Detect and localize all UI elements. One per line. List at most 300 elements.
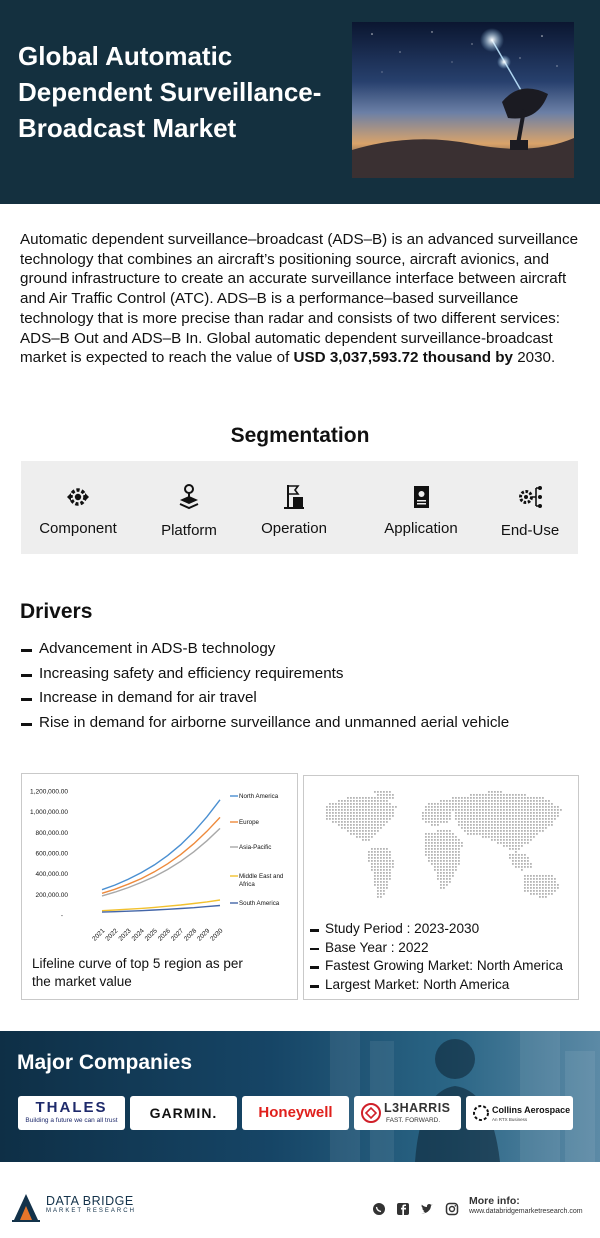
map-dot [542,806,544,808]
map-dot [329,803,331,805]
map-dot [491,824,493,826]
map-dot [440,818,442,820]
map-dot [440,860,442,862]
segment-operation [239,461,349,554]
map-dot [386,884,388,886]
map-dot [536,833,538,835]
map-dot [521,860,523,862]
map-dot [485,794,487,796]
map-dot [554,806,556,808]
map-dot [548,806,550,808]
more-info-label: More info: [469,1195,520,1207]
map-dot [434,806,436,808]
map-dot [500,812,502,814]
map-dot [350,800,352,802]
map-dot [530,797,532,799]
map-dot [446,806,448,808]
map-dot [500,806,502,808]
map-dot [341,824,343,826]
map-dot [446,866,448,868]
map-dot [548,893,550,895]
map-dot [497,833,499,835]
footer [0,1162,600,1238]
map-dot [497,821,499,823]
map-dot [380,809,382,811]
map-dot [512,809,514,811]
map-dot [515,809,517,811]
map-dot [503,824,505,826]
x-tick-label: 2023 [117,927,133,943]
map-dot [455,842,457,844]
map-dot [383,890,385,892]
map-dot [449,860,451,862]
map-dot [488,800,490,802]
map-dot [452,797,454,799]
map-dot [545,806,547,808]
map-dot [530,893,532,895]
map-dot [554,890,556,892]
map-dot [440,812,442,814]
map-dot [539,890,541,892]
map-dot [458,800,460,802]
map-dot [524,806,526,808]
map-dot [365,839,367,841]
map-dot [422,812,424,814]
map-dot [332,812,334,814]
map-dot [461,812,463,814]
map-dot [545,803,547,805]
map-dot [347,821,349,823]
map-dot [509,803,511,805]
map-dot [392,815,394,817]
map-dot [494,827,496,829]
map-dot [443,809,445,811]
map-dot [440,806,442,808]
map-dot [548,881,550,883]
map-dot [536,893,538,895]
map-dot [527,824,529,826]
map-dot [467,815,469,817]
map-dot [551,821,553,823]
map-dot [440,800,442,802]
l3harris-mark-icon [360,1102,382,1124]
map-dot [482,833,484,835]
map-dot [473,803,475,805]
map-dot [356,815,358,817]
map-dot [497,806,499,808]
map-dot [464,827,466,829]
map-dot [386,866,388,868]
map-dot [512,839,514,841]
map-dot [494,824,496,826]
legend-label: Europe [239,819,259,826]
map-dot [473,806,475,808]
map-dot [503,818,505,820]
map-dot [527,812,529,814]
map-dot [530,881,532,883]
map-dot [530,887,532,889]
map-dot [347,818,349,820]
map-dot [350,821,352,823]
map-dot [500,809,502,811]
dash-bullet-icon [21,649,32,652]
map-dot [365,830,367,832]
map-dot [440,836,442,838]
map-dot [377,794,379,796]
map-dot [359,830,361,832]
map-dot [530,878,532,880]
map-dot [554,887,556,889]
map-dot [488,821,490,823]
map-dot [389,803,391,805]
map-dot [440,875,442,877]
map-dot [389,818,391,820]
map-dot [524,866,526,868]
map-dot [524,854,526,856]
map-dot [335,812,337,814]
map-dot [443,821,445,823]
map-dot [437,872,439,874]
map-dot [362,830,364,832]
map-dot [383,800,385,802]
map-dot [365,809,367,811]
map-dot [539,797,541,799]
map-dot [374,857,376,859]
map-dot [335,803,337,805]
map-dot [386,881,388,883]
map-dot [455,803,457,805]
map-dot [368,812,370,814]
map-dot [536,812,538,814]
map-dot [377,791,379,793]
map-dot [530,866,532,868]
map-dot [455,797,457,799]
map-dot [425,818,427,820]
map-dot [488,806,490,808]
map-dot [491,815,493,817]
map-dot [488,803,490,805]
map-dot [479,794,481,796]
map-dot [431,821,433,823]
map-dot [533,833,535,835]
map-dot [380,887,382,889]
map-dot [512,830,514,832]
map-dot [392,863,394,865]
map-dot [341,809,343,811]
map-dot [440,863,442,865]
map-dot [356,803,358,805]
map-dot [452,875,454,877]
map-dot [536,824,538,826]
map-dot [428,812,430,814]
map-dot [530,800,532,802]
map-dot [488,824,490,826]
map-dot [530,884,532,886]
map-dot [521,803,523,805]
map-dot [506,830,508,832]
map-dot [515,833,517,835]
map-dot [518,806,520,808]
map-dot [530,824,532,826]
map-dot [464,797,466,799]
map-dot [521,839,523,841]
map-dot [443,830,445,832]
map-dot [374,797,376,799]
map-dot [371,848,373,850]
map-dot [374,791,376,793]
data-bridge-logo-icon [10,1190,42,1224]
map-dot [551,884,553,886]
map-dot [446,812,448,814]
x-tick-label: 2026 [156,927,172,943]
map-dot [338,818,340,820]
website-link[interactable]: www.databridgemarketresearch.com [469,1208,583,1215]
map-dot [437,851,439,853]
map-dot [428,821,430,823]
map-dot [383,854,385,856]
map-dot [425,842,427,844]
map-dot [446,818,448,820]
map-dot [452,842,454,844]
map-dot [497,818,499,820]
map-dot [371,836,373,838]
map-dot [449,848,451,850]
map-dot [434,809,436,811]
whatsapp-icon[interactable] [372,1202,386,1216]
map-dot [491,827,493,829]
map-dot [365,818,367,820]
map-dot [515,824,517,826]
map-dot [350,809,352,811]
map-dot [467,806,469,808]
map-dot [446,878,448,880]
map-dot [515,794,517,796]
map-dot [461,824,463,826]
map-dot [389,866,391,868]
chart-caption: Lifeline curve of top 5 region as per the market value [32,956,243,989]
map-dot [494,839,496,841]
map-dot [500,836,502,838]
map-dot [386,863,388,865]
map-dot [494,818,496,820]
map-dot [452,848,454,850]
map-dot [551,812,553,814]
map-dot [449,809,451,811]
map-dot [383,881,385,883]
map-dot [326,815,328,817]
brand-name: DATA BRIDGE [46,1194,134,1208]
map-dot [362,797,364,799]
map-dot [359,836,361,838]
map-dot [530,839,532,841]
map-dot [446,839,448,841]
map-dot [458,797,460,799]
map-dot [374,854,376,856]
map-dot [503,815,505,817]
map-dot [383,809,385,811]
stat-base-year: Base Year : 2022 [325,939,429,955]
map-dot [521,812,523,814]
map-dot [482,812,484,814]
map-dot [509,848,511,850]
map-dot [440,845,442,847]
map-dot [506,797,508,799]
map-dot [512,800,514,802]
map-dot [386,809,388,811]
map-dot [368,806,370,808]
map-dot [386,878,388,880]
map-dot [377,824,379,826]
map-dot [452,806,454,808]
map-dot [479,818,481,820]
map-dot [455,857,457,859]
map-dot [497,842,499,844]
map-dot [380,848,382,850]
map-dot [533,803,535,805]
stat-largest-market: Largest Market: North America [325,977,510,993]
map-dot [461,800,463,802]
map-dot [365,797,367,799]
dash-bullet-icon [21,674,32,677]
map-dot [518,800,520,802]
map-dot [356,812,358,814]
map-dot [524,878,526,880]
map-dot [521,827,523,829]
l3harris-name: L3HARRIS [384,1101,451,1115]
map-dot [431,851,433,853]
map-dot [380,878,382,880]
map-dot [380,860,382,862]
map-dot [542,815,544,817]
map-dot [524,860,526,862]
map-dot [482,818,484,820]
map-dot [524,821,526,823]
map-dot [440,878,442,880]
collins-aerospace-logo [466,1096,573,1130]
map-dot [449,836,451,838]
map-dot [539,827,541,829]
map-dot [539,803,541,805]
map-dot [464,821,466,823]
map-dot [524,842,526,844]
map-dot [338,824,340,826]
garmin-name: GARMIN. [149,1105,218,1121]
map-dot [362,839,364,841]
map-dot [431,818,433,820]
map-dot [503,800,505,802]
map-dot [344,812,346,814]
map-dot [533,830,535,832]
map-dot [518,848,520,850]
map-dot [455,839,457,841]
map-dot [371,827,373,829]
map-dot [377,872,379,874]
map-dot [470,812,472,814]
map-dot [356,806,358,808]
map-dot [524,875,526,877]
legend-label: South America [239,900,280,907]
map-dot [365,824,367,826]
facebook-icon[interactable] [396,1202,410,1216]
map-dot [455,869,457,871]
map-dot [536,818,538,820]
map-dot [518,797,520,799]
map-dot [509,794,511,796]
map-dot [389,869,391,871]
map-dot [440,866,442,868]
map-dot [383,893,385,895]
map-dot [374,803,376,805]
map-dot [437,875,439,877]
map-dot [554,809,556,811]
map-dot [545,890,547,892]
map-dot [380,872,382,874]
map-dot [509,830,511,832]
map-dot [458,818,460,820]
map-dot [353,806,355,808]
map-dot [521,869,523,871]
map-dot [458,845,460,847]
segmentation-title: Segmentation [230,424,370,447]
instagram-icon[interactable] [445,1202,459,1216]
map-dot [533,821,535,823]
map-dot [458,860,460,862]
honeywell-logo [242,1096,349,1130]
map-dot [443,875,445,877]
twitter-icon[interactable] [420,1202,434,1216]
map-dot [527,884,529,886]
map-dot [482,797,484,799]
map-dot [431,860,433,862]
map-dot [392,860,394,862]
map-dot [518,794,520,796]
map-dot [377,806,379,808]
map-dot [389,857,391,859]
map-dot [494,830,496,832]
map-dot [527,836,529,838]
map-dot [443,836,445,838]
map-dot [443,806,445,808]
stat-item [310,976,563,995]
map-dot [539,800,541,802]
map-dot [506,827,508,829]
map-dot [425,815,427,817]
map-dot [542,803,544,805]
map-dot [455,845,457,847]
map-dot [350,830,352,832]
map-dot [458,839,460,841]
map-dot [467,821,469,823]
map-dot [512,797,514,799]
map-dot [374,815,376,817]
map-dot [449,806,451,808]
map-dot [428,848,430,850]
map-dot [515,800,517,802]
map-dot [530,833,532,835]
map-dot [386,791,388,793]
map-dot [443,857,445,859]
map-dot [428,839,430,841]
map-dot [383,806,385,808]
map-dot [536,878,538,880]
map-dot [461,827,463,829]
map-dot [533,806,535,808]
map-dot [545,815,547,817]
map-dot [476,800,478,802]
map-dot [431,842,433,844]
map-dot [554,878,556,880]
map-dot [380,797,382,799]
